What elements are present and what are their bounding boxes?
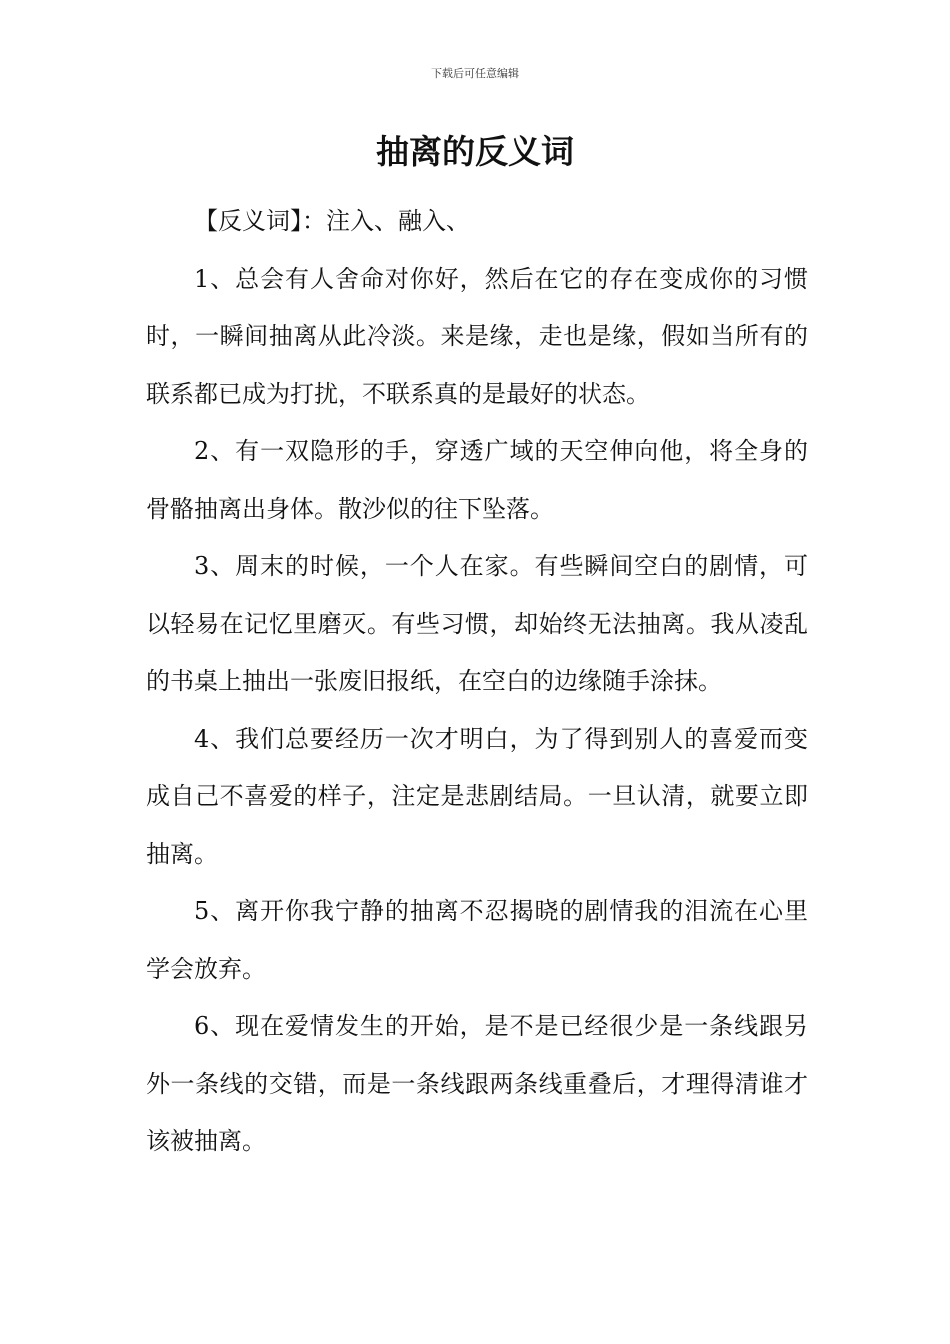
paragraph-6: 6、现在爱情发生的开始，是不是已经很少是一条线跟另外一条线的交错，而是一条线跟两条线重叠后，才理得清谁才该被抽离。 bbox=[146, 1012, 808, 1155]
paragraph-3: 3、周末的时候，一个人在家。有些瞬间空白的剧情，可以轻易在记忆里磨灭。有些习惯，却始终无法抽离。我从凌乱的书桌上抽出一张废旧报纸，在空白的边缘随手涂抹。 bbox=[146, 552, 808, 695]
header-note: 下载后可任意编辑 bbox=[431, 67, 519, 80]
paragraph-5: 5、离开你我宁静的抽离不忍揭晓的剧情我的泪流在心里学会放弃。 bbox=[146, 897, 808, 983]
antonym-line: 【反义词】：注入、融入、 bbox=[194, 207, 470, 235]
paragraph-2: 2、有一双隐形的手，穿透广域的天空伸向他，将全身的骨骼抽离出身体。散沙似的往下坠落。 bbox=[146, 437, 808, 523]
document-title: 抽离的反义词 bbox=[376, 132, 574, 171]
paragraph-1: 1、总会有人舍命对你好，然后在它的存在变成你的习惯时，一瞬间抽离从此冷淡。来是缘，走也是缘，假如当所有的联系都已成为打扰，不联系真的是最好的状态。 bbox=[146, 264, 808, 408]
paragraph-4: 4、我们总要经历一次才明白，为了得到别人的喜爱而变成自己不喜爱的样子，注定是悲剧结局。一旦认清，就要立即抽离。 bbox=[146, 724, 808, 868]
document-body bbox=[146, 193, 808, 1171]
